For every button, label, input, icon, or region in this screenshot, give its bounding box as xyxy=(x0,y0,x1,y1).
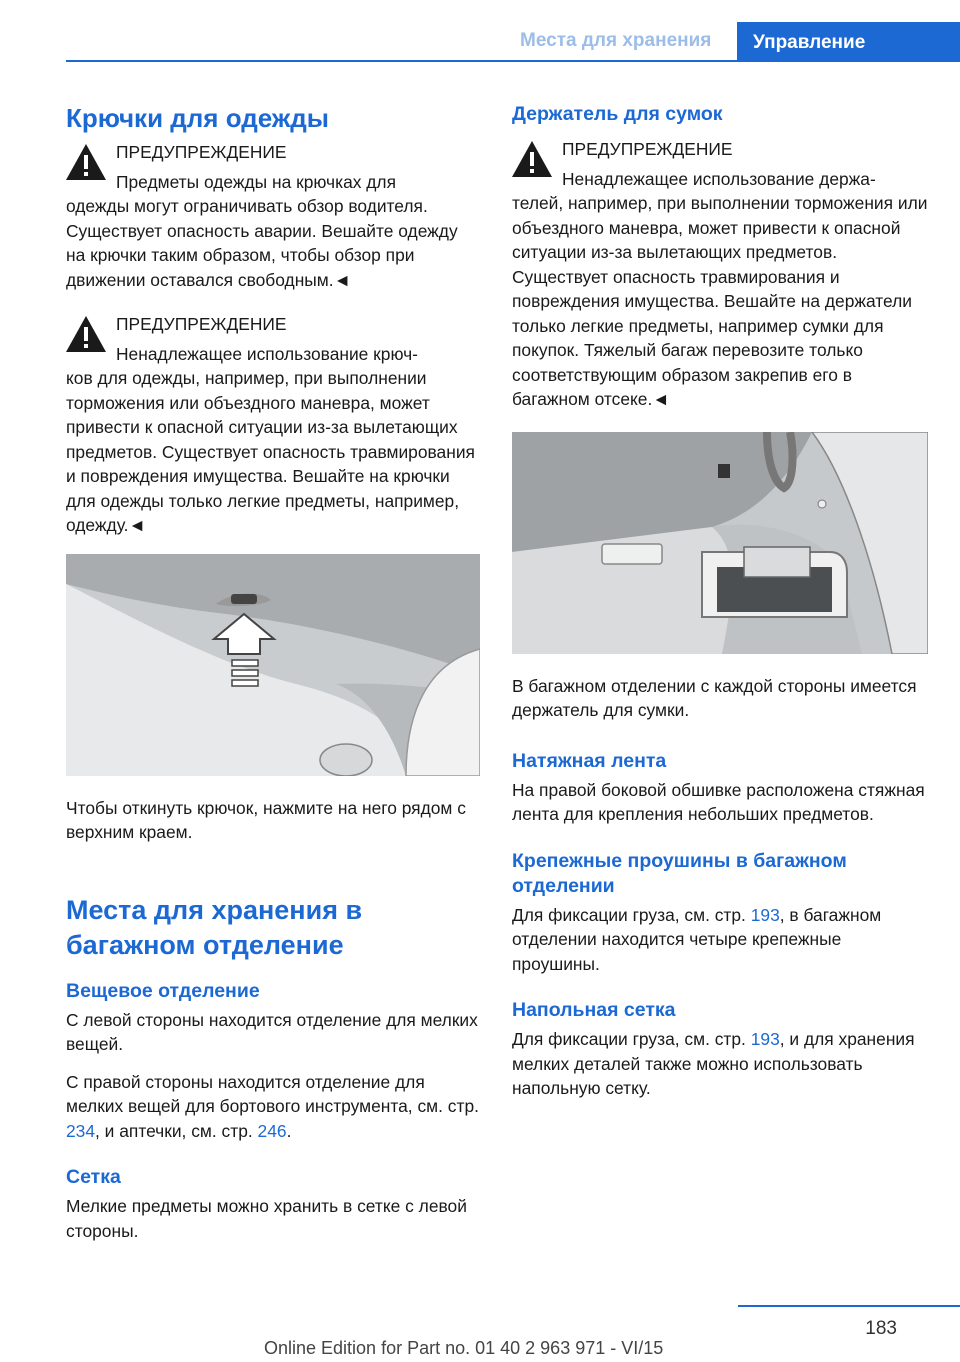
heading-strap: Натяжная лента xyxy=(512,749,667,772)
heading-compartment: Вещевое отделение xyxy=(66,979,260,1002)
footer-rule xyxy=(738,1305,960,1307)
paragraph-strap: На правой боковой обшивке расположена стяжная лента для крепления небольших предметов. xyxy=(512,779,925,824)
heading-net: Сетка xyxy=(66,1166,121,1188)
warning-lead: Предметы одежды на крючках для xyxy=(116,171,396,192)
text: , и для хранения мелких деталей также можно использовать напольную сетку. xyxy=(512,1029,915,1098)
caption-hook: Чтобы откинуть крючок, нажмите на него рядом с верхним краем. xyxy=(66,797,466,842)
warning-body: телей, например, при выполнении торможения или объездного маневра, может привести к опасной ситуации из-за вылетающих предметов. Существует опасность травмирования и повреждения имущества. Вешайте на держатели только легкие предметы, например сумки для покупок. Тяжелый багаж перевозите только соответствующим образом закрепив его в багажном отсеке.◄ xyxy=(512,193,928,409)
paragraph-net: Мелкие предметы можно хранить в сетке с левой стороны. xyxy=(66,1196,467,1241)
warning-block xyxy=(66,312,480,538)
text: . xyxy=(286,1120,292,1141)
warning-triangle-icon xyxy=(64,314,108,354)
warning-body: ков для одежды, например, при выполнении торможения или объездного маневра, может привести к опасной ситуации из-за вылетающих предметов. Существует опасность травмирования и повреждения имущества. Вешайте на крючки для одежды только легкие предметы, например, одежду.◄ xyxy=(66,368,475,535)
warning-block xyxy=(512,137,928,412)
warning-triangle-icon xyxy=(64,142,108,182)
paragraph-floor-net xyxy=(512,1027,928,1101)
warning-title: ПРЕДУПРЕЖДЕНИЕ xyxy=(562,139,733,159)
paragraph-compartment-right xyxy=(66,1070,480,1144)
edition-footer: Online Edition for Part no. 01 40 2 963 971 - VI/15 xyxy=(264,1338,664,1358)
page-link-234[interactable]: 234 xyxy=(66,1120,96,1141)
heading-tie-down-eyes: Крепежные проушины в багажном отделении xyxy=(512,849,847,897)
header-section-title: Места для хранения xyxy=(520,30,712,51)
header-chapter-tab[interactable]: Управление xyxy=(737,22,960,62)
right-column xyxy=(512,102,928,1114)
paragraph-tie-down-eyes xyxy=(512,903,928,977)
warning-block xyxy=(66,140,480,292)
page-link-193[interactable]: 193 xyxy=(750,1029,780,1049)
warning-lead: Ненадлежащее использование держа- xyxy=(562,168,876,189)
warning-triangle-icon xyxy=(510,139,554,179)
heading-clothes-hooks: Крючки для одежды xyxy=(66,103,329,133)
heading-floor-net: Напольная сетка xyxy=(512,999,676,1021)
text: Для фиксации груза, см. стр. xyxy=(512,1029,751,1049)
text: , в багажном отделении находится четыре крепежные проушины. xyxy=(512,904,882,974)
page-number: 183 xyxy=(865,1318,897,1339)
warning-lead: Ненадлежащее использование крюч- xyxy=(116,343,418,364)
page-link-246[interactable]: 246 xyxy=(257,1120,287,1141)
warning-title: ПРЕДУПРЕЖДЕНИЕ xyxy=(116,142,287,162)
warning-body: одежды могут ограничивать обзор водителя. Существует опасность аварии. Вешайте одежду на крючки таким образом, чтобы обзор при движении оставался свободным.◄ xyxy=(66,196,458,290)
text: С правой стороны находится отделение для мелких вещей для бортового инструмента, см. стр. xyxy=(66,1071,479,1116)
text: Для фиксации груза, см. стр. xyxy=(512,904,751,925)
page-link-193[interactable]: 193 xyxy=(750,904,780,925)
paragraph-compartment-left: С левой стороны находится отделение для мелких вещей. xyxy=(66,1009,478,1054)
caption-bag-holder: В багажном отделении с каждой стороны имеется держатель для сумки. xyxy=(512,675,917,720)
text: , и аптечки, см. стр. xyxy=(95,1120,258,1141)
warning-title: ПРЕДУПРЕЖДЕНИЕ xyxy=(116,314,287,334)
heading-trunk-storage: Места для хранения в багажном отделение xyxy=(66,894,363,960)
left-column xyxy=(66,102,480,1256)
trunk-bag-holder-illustration xyxy=(512,432,928,654)
clothes-hook-illustration xyxy=(66,554,480,776)
heading-bag-holder: Держатель для сумок xyxy=(512,103,723,125)
